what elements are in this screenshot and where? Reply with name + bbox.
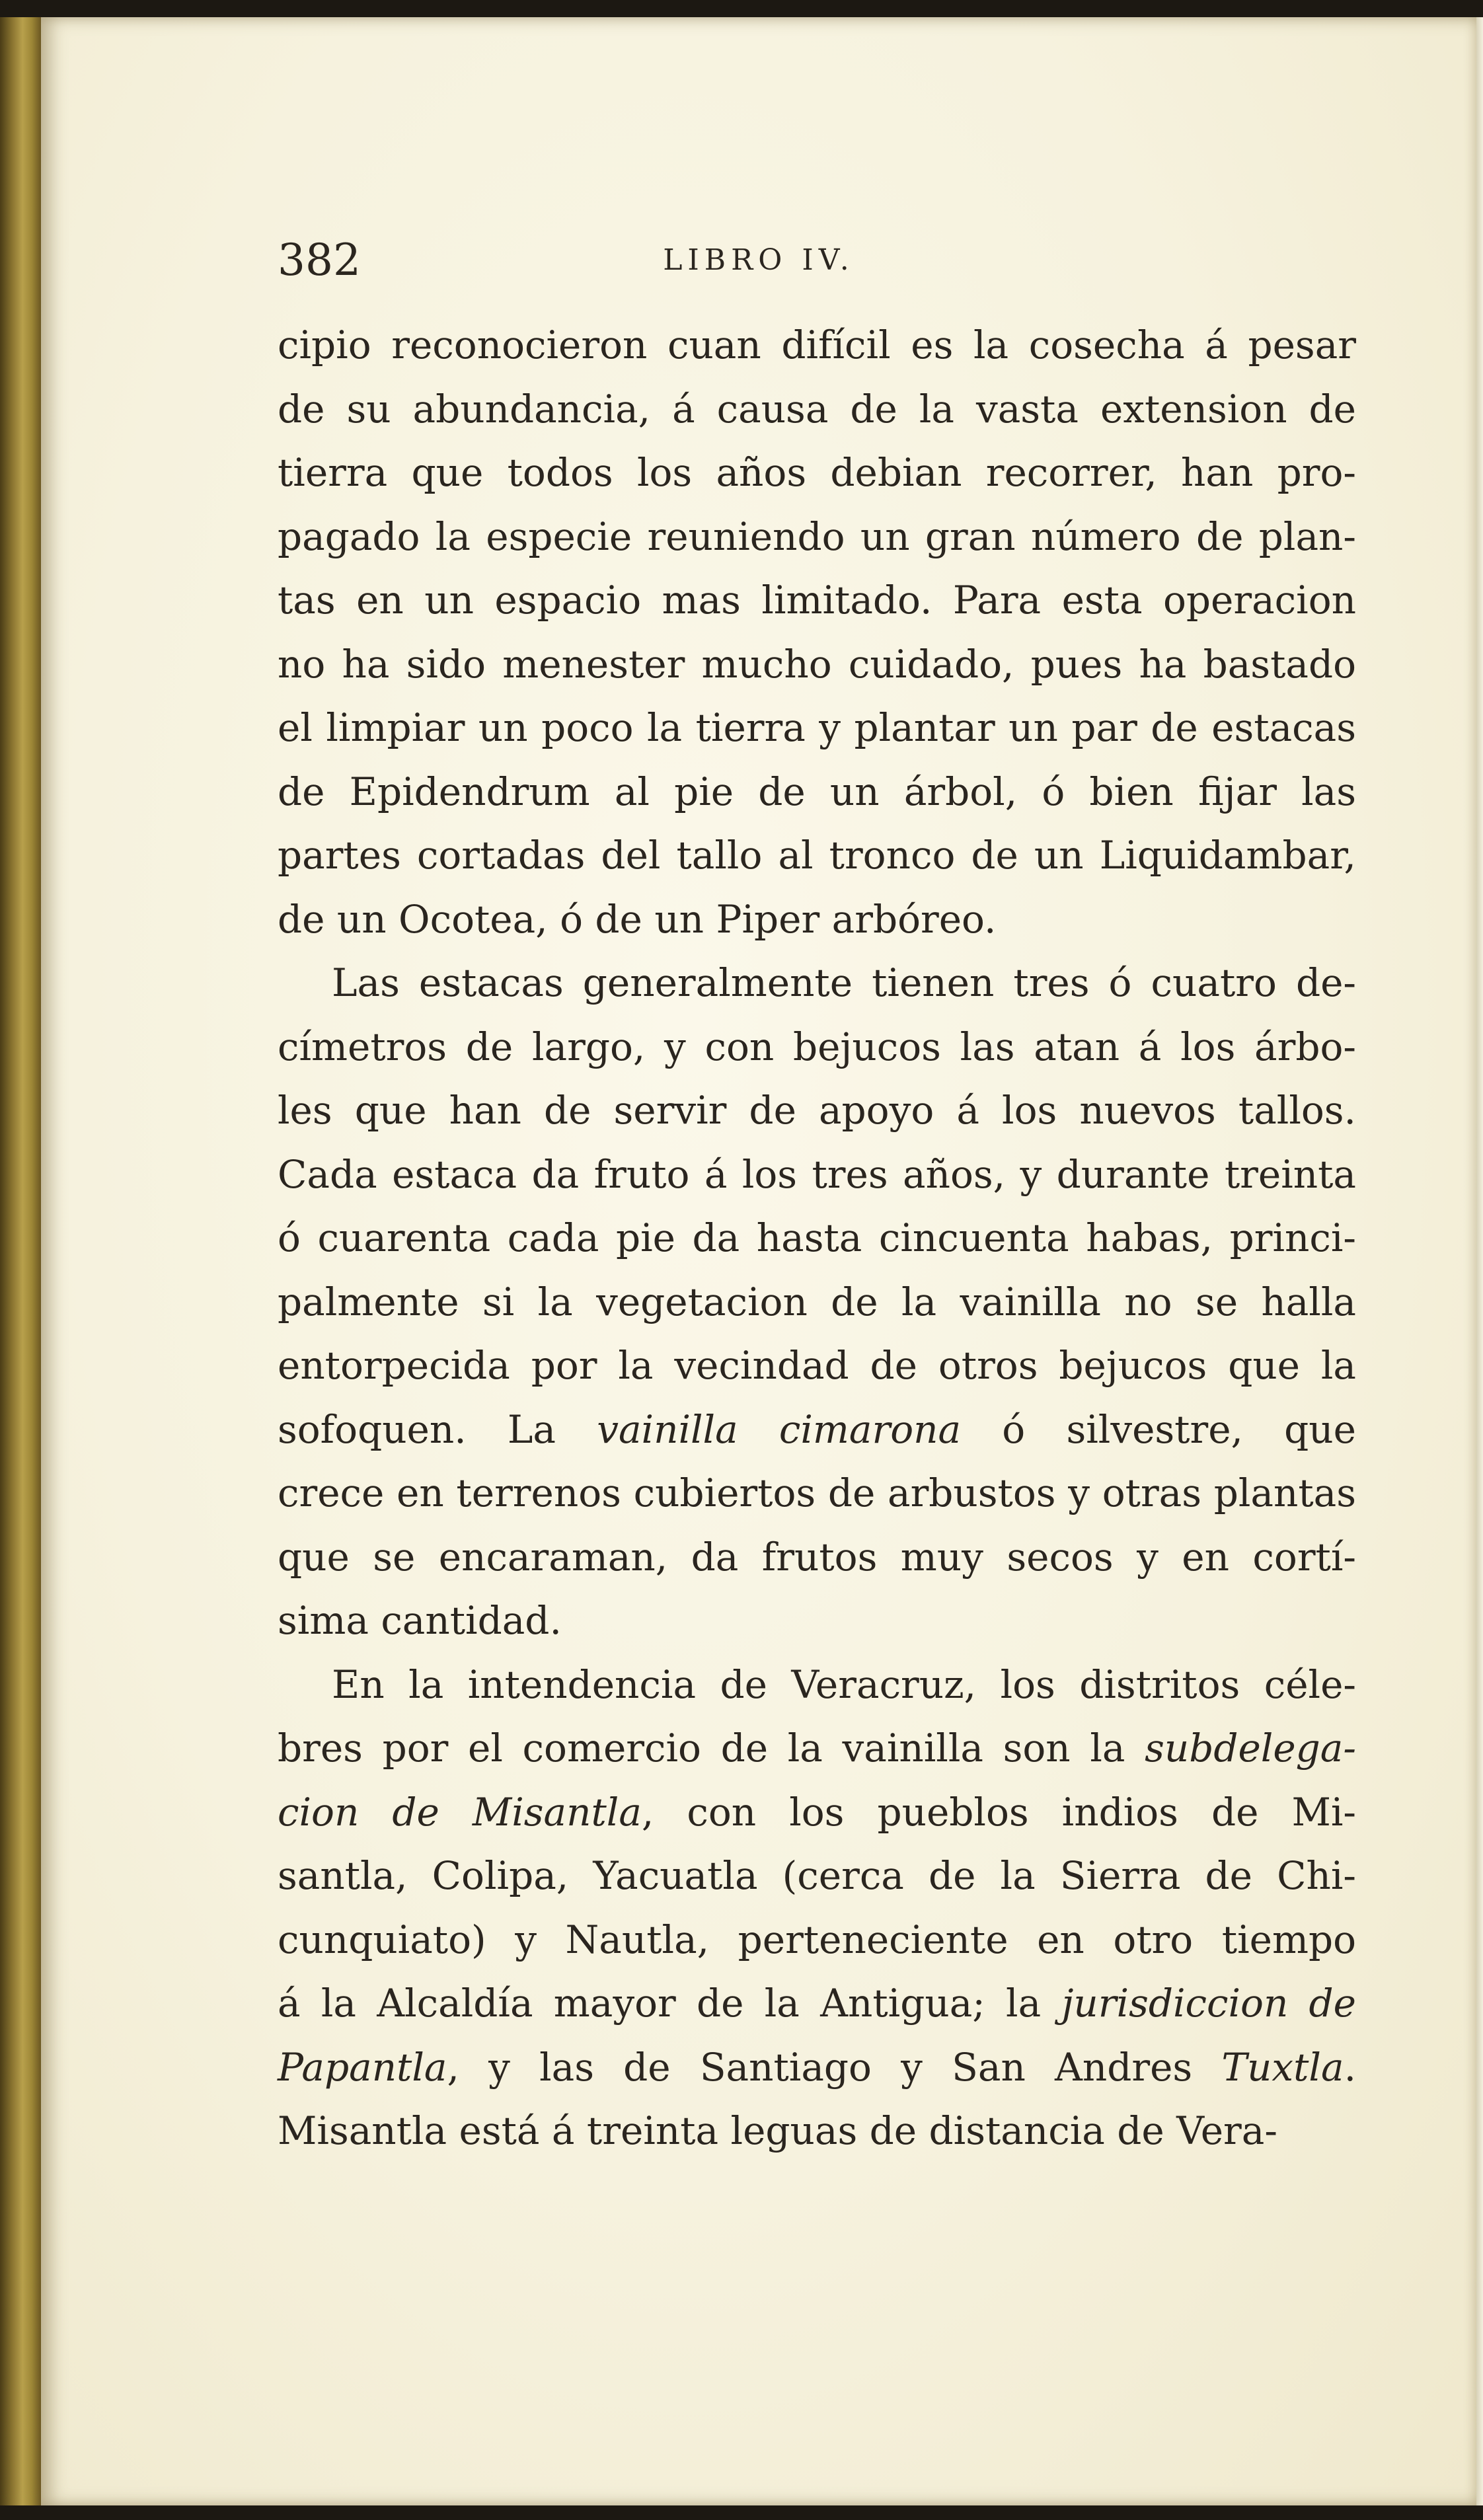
text-segment: á la Alcaldía mayor de la Antigua; la (278, 1981, 1062, 2026)
text-line (278, 1653, 1356, 1717)
text-segment: Misantla está á treinta leguas de distancia de Vera- (278, 2108, 1277, 2153)
text-segment: . (1344, 2044, 1356, 2090)
text-segment: , y las de Santiago y San Andres (447, 2044, 1222, 2090)
gilt-page-edge (0, 17, 41, 2512)
text-segment: santla, Colipa, Yacuatla (cerca de la Sierra de Chi- (278, 1853, 1356, 1898)
text-segment: crece en terrenos cubiertos de arbustos y otras plantas (278, 1470, 1356, 1515)
text-segment: de su abundancia, á causa de la vasta extension de (278, 386, 1356, 432)
text-line (278, 1334, 1356, 1398)
text-line (278, 1589, 1356, 1653)
text-segment: címetros de largo, y con bejucos las atan á los árbo- (278, 1024, 1356, 1069)
text-line (278, 568, 1356, 632)
text-segment: cipio reconocieron cuan difícil es la cosecha á pesar (278, 323, 1356, 367)
text-segment: palmente si la vegetacion de la vainilla no se halla (278, 1279, 1356, 1324)
page-number: 382 (278, 235, 361, 286)
text-segment: tierra que todos los años debian recorrer, han pro- (278, 450, 1356, 495)
italic-text-segment: Papantla (278, 2044, 447, 2090)
text-line (278, 1461, 1356, 1525)
scan-bottom-border (0, 2505, 1483, 2520)
text-line (278, 1398, 1356, 1462)
body-text (278, 313, 1356, 2163)
text-line (278, 2099, 1356, 2163)
text-segment: entorpecida por la vecindad de otros bejucos que la (278, 1343, 1356, 1388)
text-segment: sima cantidad. (278, 1598, 562, 1643)
italic-text-segment: cion de Misantla (278, 1789, 642, 1835)
text-line (278, 632, 1356, 697)
text-segment: el limpiar un poco la tierra y plantar un par de estacas (278, 705, 1356, 750)
text-segment: , con los pueblos indios de Mi- (641, 1789, 1356, 1835)
text-segment: que se encaraman, da frutos muy secos y en cortí- (278, 1534, 1356, 1580)
text-segment: tas en un espacio mas limitado. Para esta operacion (278, 578, 1356, 623)
text-line (278, 1844, 1356, 1908)
italic-text-segment: Tuxtla (1221, 2044, 1344, 2090)
text-segment: partes cortadas del tallo al tronco de un Liquidambar, (278, 833, 1356, 878)
page-right-edge (1476, 17, 1483, 2505)
text-line (278, 1716, 1356, 1780)
running-head (41, 227, 1476, 293)
text-line (278, 505, 1356, 569)
text-line (278, 1908, 1356, 1972)
text-line (278, 1270, 1356, 1334)
text-line (278, 696, 1356, 760)
text-line (278, 951, 1356, 1015)
text-segment: bres por el comercio de la vainilla son la (278, 1726, 1145, 1771)
text-line (278, 1079, 1356, 1143)
text-line (278, 1143, 1356, 1207)
text-line (278, 1971, 1356, 2036)
text-line (278, 377, 1356, 441)
text-line (278, 1206, 1356, 1270)
text-line (278, 760, 1356, 824)
text-segment: de un Ocotea, ó de un Piper arbóreo. (278, 896, 997, 942)
running-title: LIBRO IV. (663, 243, 855, 277)
text-segment: Las estacas generalmente tienen tres ó cuatro de- (332, 960, 1356, 1005)
text-segment: ó cuarenta cada pie da hasta cincuenta habas, princi- (278, 1215, 1356, 1260)
book-page (41, 17, 1476, 2505)
text-line (278, 1525, 1356, 1589)
text-line (278, 441, 1356, 505)
italic-text-segment: subdelega- (1145, 1726, 1356, 1771)
text-segment: pagado la especie reuniendo un gran número de plan- (278, 514, 1356, 559)
text-segment: En la intendencia de Veracruz, los distritos céle- (332, 1661, 1356, 1707)
italic-text-segment: vainilla cimarona (597, 1406, 962, 1452)
text-line (278, 313, 1356, 377)
text-line (278, 888, 1356, 952)
text-segment: ó silvestre, que (961, 1406, 1356, 1452)
text-segment: sofoquen. La (278, 1406, 597, 1452)
text-segment: no ha sido menester mucho cuidado, pues ha bastado (278, 641, 1356, 687)
text-segment: de Epidendrum al pie de un árbol, ó bien fijar las (278, 769, 1356, 814)
scan-top-border (0, 0, 1483, 17)
text-line (278, 1780, 1356, 1845)
text-line (278, 1015, 1356, 1079)
text-segment: Cada estaca da fruto á los tres años, y durante treinta (278, 1151, 1356, 1197)
italic-text-segment: jurisdiccion de (1061, 1981, 1357, 2026)
text-line (278, 823, 1356, 888)
text-segment: les que han de servir de apoyo á los nuevos tallos. (278, 1088, 1356, 1133)
text-line (278, 2036, 1356, 2100)
text-segment: cunquiato) y Nautla, perteneciente en otro tiempo (278, 1917, 1356, 1962)
